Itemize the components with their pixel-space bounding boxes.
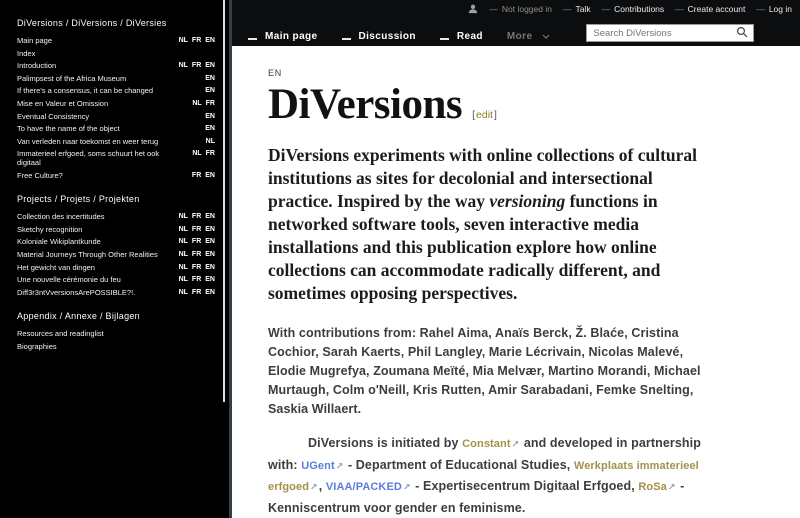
sidebar-item[interactable]	[17, 37, 229, 46]
intro-paragraph	[268, 144, 720, 305]
language-link[interactable]: EN	[205, 37, 215, 44]
text-segment: - Kenniscentrum voor gender en feminisme.	[268, 479, 685, 515]
language-link[interactable]: EN	[205, 263, 215, 271]
search-icon	[736, 26, 748, 41]
sidebar-item-languages	[179, 62, 215, 71]
tab-read-label: Read	[456, 31, 483, 42]
sidebar-item-languages	[205, 75, 215, 84]
sidebar-item-label: Une nouvelle cérémonie du feu	[17, 275, 121, 285]
sidebar-item-label: Sketchy recognition	[17, 224, 83, 234]
sidebar-item-label: Van verleden naar toekomst en weer terug	[17, 136, 159, 146]
language-link[interactable]: FR	[191, 276, 202, 284]
language-link[interactable]: EN	[205, 213, 215, 221]
external-link-icon: ↗	[335, 461, 344, 472]
language-link[interactable]: FR	[191, 37, 202, 44]
text-segment: ,	[318, 479, 326, 494]
sidebar-item-label: To have the name of the object	[17, 124, 120, 134]
sidebar-item-label: Introduction	[17, 61, 57, 71]
top-bar	[232, 0, 800, 46]
sidebar-item-languages	[205, 87, 215, 96]
talk-label: Talk	[575, 4, 591, 14]
language-link[interactable]: NL	[178, 225, 188, 233]
sidebar-item[interactable]	[17, 75, 229, 84]
sidebar-section	[17, 194, 229, 297]
sidebar-section	[17, 311, 229, 351]
sidebar-item-label: Mise en Valeur et Omission	[17, 98, 109, 108]
sidebar-section-title: DiVersions / DiVersions / DiVersies	[17, 18, 167, 28]
sidebar-item-label: Biographies	[17, 341, 57, 351]
language-link[interactable]: FR	[191, 263, 202, 271]
text-segment: DiVersions experiments with online collections of cultural institutions as sites for decolonial and intersectional practice. Inspired by the way	[268, 145, 698, 212]
sidebar-item-languages	[179, 276, 215, 285]
sidebar-item[interactable]	[17, 213, 229, 222]
language-link[interactable]: NL	[178, 288, 188, 296]
sidebar-item-label: Diff3r3ntVversionsArePOSSIBLE?!.	[17, 287, 136, 297]
sidebar-item-languages	[179, 226, 215, 235]
sidebar-item-languages	[192, 100, 215, 109]
text-segment: functions in networked software tools, seven interactive media installations and this publication explore how online collections can accommodate radically different, and sometimes opposing perspectives.	[268, 191, 661, 304]
sidebar-item-languages	[179, 264, 215, 273]
language-link[interactable]: NL	[192, 150, 202, 158]
sidebar-item-label: Palimpsest of the Africa Museum	[17, 73, 127, 83]
language-link[interactable]: NL	[205, 137, 215, 145]
language-link[interactable]: FR	[191, 288, 202, 296]
language-link[interactable]: EN	[205, 125, 215, 133]
tab-underline-mark	[248, 38, 257, 40]
language-link[interactable]: NL	[178, 213, 188, 221]
sidebar-item[interactable]	[17, 251, 229, 260]
language-link[interactable]: FR	[191, 62, 202, 70]
language-link[interactable]: EN	[205, 225, 215, 233]
sidebar-item-label: If there's a consensus, it can be changed	[17, 86, 154, 96]
sidebar-item[interactable]	[17, 87, 229, 96]
external-link-icon: ↗	[402, 483, 411, 494]
language-link[interactable]: NL	[178, 276, 188, 284]
sidebar-item-languages	[179, 251, 215, 260]
sidebar-item-languages	[192, 150, 215, 159]
dash-separator: —	[756, 4, 765, 14]
language-link[interactable]: EN	[205, 74, 215, 82]
external-link[interactable]: Werkplaats immaterieel erfgoed	[268, 459, 699, 494]
sidebar	[0, 0, 229, 518]
language-link[interactable]: EN	[205, 288, 215, 296]
sidebar-item[interactable]	[17, 62, 229, 71]
sidebar-item[interactable]	[17, 172, 229, 181]
language-link[interactable]: FR	[191, 225, 202, 233]
language-link[interactable]: NL	[178, 250, 188, 258]
sidebar-item-label: Eventual Consistency	[17, 111, 90, 121]
external-link-icon: ↗	[310, 483, 318, 494]
search-input[interactable]	[587, 28, 731, 39]
sidebar-item[interactable]	[17, 238, 229, 247]
sidebar-item-languages	[192, 172, 215, 181]
sidebar-item[interactable]	[17, 330, 229, 339]
sidebar-item-label: Koloniale Wikiplantkunde	[17, 237, 101, 247]
language-link[interactable]: EN	[205, 238, 215, 246]
external-link[interactable]: UGent	[301, 459, 335, 472]
text-segment: DiVersions is initiated by	[308, 436, 463, 451]
language-link[interactable]: FR	[191, 250, 202, 258]
language-link[interactable]: NL	[178, 62, 188, 70]
tab-main-page[interactable]	[248, 31, 318, 42]
edit-link[interactable]	[472, 109, 497, 121]
edit-bracket-close: ]	[493, 109, 497, 121]
sidebar-item[interactable]	[17, 264, 229, 273]
sidebar-item-languages	[179, 289, 215, 298]
sidebar-sections	[17, 18, 229, 351]
sidebar-item-languages	[205, 125, 215, 134]
sidebar-section-title: Appendix / Annexe / Bijlagen	[17, 311, 140, 322]
title-row	[268, 82, 760, 127]
text-segment: versioning	[489, 191, 566, 212]
language-link[interactable]: FR	[205, 99, 215, 107]
sidebar-item[interactable]	[17, 276, 229, 285]
sidebar-item-label: Material Journeys Through Other Realities	[17, 249, 158, 259]
sidebar-section-title: Projects / Projets / Projekten	[17, 194, 140, 205]
sidebar-item-label: Index	[17, 48, 36, 58]
edit-label: edit	[476, 109, 493, 121]
tab-discussion[interactable]	[342, 31, 416, 42]
external-link-icon: ↗	[511, 440, 520, 451]
search-button[interactable]	[731, 25, 753, 41]
sidebar-item-label: Immaterieel erfgoed, soms schuurt het ook digitaal	[17, 149, 160, 167]
sidebar-item[interactable]	[17, 138, 229, 147]
sidebar-item[interactable]	[17, 100, 229, 109]
external-link[interactable]: RoSa	[638, 481, 667, 494]
page-content	[232, 46, 800, 518]
sidebar-item-label: Het gewicht van dingen	[17, 262, 95, 272]
sidebar-scrollbar[interactable]	[223, 0, 225, 402]
sidebar-item-label: Resources and readinglist	[17, 329, 104, 339]
sidebar-item-label: Free Culture?	[17, 170, 63, 180]
sidebar-item-label: Collection des incertitudes	[17, 212, 105, 222]
log-in-label: Log in	[768, 4, 792, 14]
contributions-label: Contributions	[614, 4, 665, 14]
language-link[interactable]: EN	[205, 276, 215, 284]
create-account-label: Create account	[687, 4, 746, 14]
chevron-down-icon	[542, 31, 550, 42]
language-link[interactable]: NL	[178, 263, 188, 271]
sidebar-item[interactable]	[17, 50, 229, 59]
not-logged-in-label: Not logged in	[501, 4, 552, 14]
tab-more-label: More	[506, 31, 533, 42]
language-link[interactable]: NL	[178, 37, 188, 44]
tab-underline-mark	[440, 38, 449, 40]
text-segment: - Department of Educational Studies,	[344, 457, 574, 472]
text-segment: and developed in partnership with:	[268, 436, 701, 472]
dash-separator: —	[562, 4, 572, 14]
language-link[interactable]: FR	[191, 213, 202, 221]
tab-read[interactable]	[440, 31, 483, 42]
tab-bar	[232, 0, 800, 46]
dash-separator: —	[601, 4, 611, 14]
sidebar-item-languages	[206, 138, 215, 147]
sidebar-item-languages	[179, 37, 215, 46]
language-link[interactable]: EN	[205, 250, 215, 258]
tab-discussion-label: Discussion	[358, 31, 416, 42]
sidebar-item-languages	[179, 213, 215, 222]
tab-main-page-label: Main page	[265, 31, 318, 42]
tab-underline-mark	[342, 38, 351, 40]
search-bar	[586, 24, 754, 42]
text-segment: - Expertisecentrum Digitaal Erfgoed,	[411, 479, 639, 494]
language-link[interactable]: EN	[205, 112, 215, 120]
sidebar-item[interactable]	[17, 226, 229, 235]
language-link[interactable]: EN	[205, 87, 215, 95]
language-indicator: EN	[268, 68, 283, 78]
partnership-paragraph	[268, 434, 726, 518]
language-link[interactable]: EN	[205, 62, 215, 70]
sidebar-item[interactable]	[17, 150, 229, 167]
sidebar-item[interactable]	[17, 125, 229, 134]
language-link[interactable]: EN	[205, 171, 215, 179]
edit-bracket-open: [	[472, 109, 476, 121]
language-link[interactable]: FR	[191, 238, 202, 246]
sidebar-item-languages	[179, 238, 215, 247]
language-link[interactable]: NL	[178, 238, 188, 246]
contributors-paragraph: With contributions from: Rahel Aima, Anaïs Berck, Ž. Blaće, Cristina Cochior, Sarah Kaerts, Phil Langley, Marie Lécrivain, Nicolas Malevé, Elodie Mugrefya, Zoumana Meïté, Mia Melvær, Martino Morandi, Michael Murtaugh, Colm o'Neill, Kris Rutten, Amir Sarabadani, Femke Snelting, Saskia Willaert.	[268, 326, 701, 417]
external-link[interactable]: Constant	[462, 438, 511, 451]
external-link[interactable]: VIAA/PACKED	[325, 481, 402, 494]
page-title: DiVersions	[268, 81, 463, 128]
sidebar-content-divider	[229, 0, 232, 518]
sidebar-section	[17, 18, 229, 180]
dash-separator: —	[675, 4, 684, 14]
language-link[interactable]: FR	[205, 150, 215, 158]
sidebar-item[interactable]	[17, 289, 229, 298]
sidebar-item-label: Main page	[17, 36, 53, 45]
language-link[interactable]: NL	[192, 99, 202, 107]
dash-separator: —	[489, 4, 498, 14]
external-link-icon: ↗	[667, 483, 676, 494]
sidebar-item[interactable]	[17, 343, 229, 352]
language-link[interactable]: FR	[191, 171, 202, 179]
sidebar-item-languages	[205, 113, 215, 122]
sidebar-item[interactable]	[17, 113, 229, 122]
tab-more[interactable]	[507, 31, 551, 42]
